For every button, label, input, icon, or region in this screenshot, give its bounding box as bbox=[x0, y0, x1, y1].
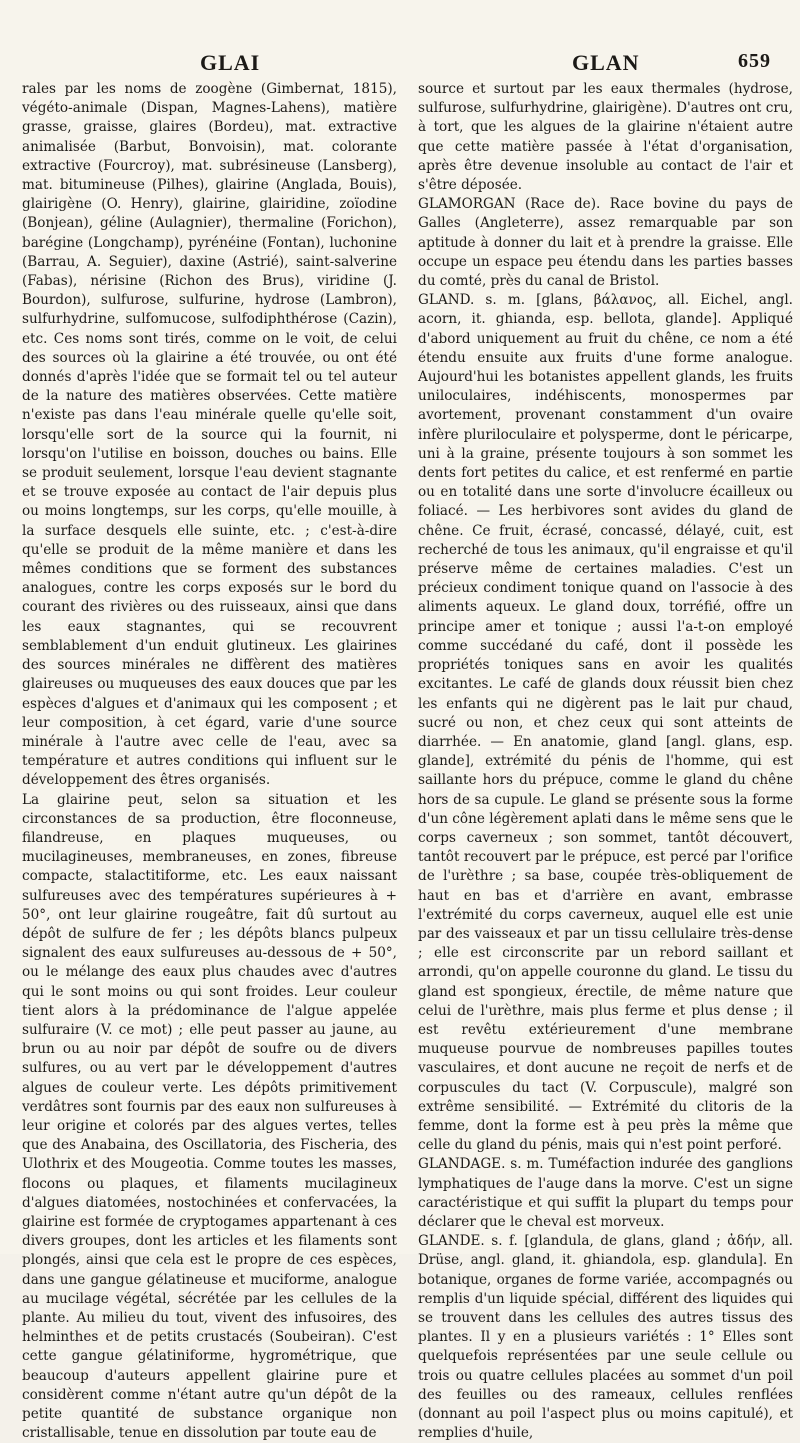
right-column bbox=[418, 80, 793, 1443]
page-number: 659 bbox=[738, 50, 771, 72]
paragraph: La glairine peut, selon sa situation et les circonstances de sa production, être floconneuse, filandreuse, en plaques muqueuses, ou mucilagineuses, membraneuses, en zones, fibreuse compacte, stalactitiforme, etc. Les eaux naissant sulfureuses avec des températures supérieures à + 50°, ont leur glairine rougeâtre, fait dû surtout au dépôt de sulfure de fer ; les dépôts blancs pulpeux signalent des eaux sulfureuses au-dessous de + 50°, ou le mélange des eaux plus chaudes avec d'autres qui le sont moins ou qui sont froides. Leur couleur tient alors à la prédominance de l'algue appelée sulfuraire (V. ce mot) ; elle peut passer au jaune, au brun ou au noir par dépôt de soufre ou de divers sulfures, ou au vert par le développement d'autres algues de couleur verte. Les dépôts primitivement verdâtres sont fournis par des eaux non sulfureuses à leur origine et colorés par des algues vertes, telles que des Anabaina, des Oscillatoria, des Fischeria, des Ulothrix et des Mougeotia. Comme toutes les masses, flocons ou plaques, et filaments mucilagineux d'algues diatomées, nostochinées et confervacées, la glairine est formée de cryptogames appartenant à ces divers groupes, dont les articles et les filaments sont plongés, ainsi que cela est le propre de ces espèces, dans une gangue gélatineuse et muciforme, analogue au mucilage végétal, sécrétée par les cellules de la plante. Au milieu du tout, vivent des infusoires, des helminthes et de petits crustacés (Soubeiran). C'est cette gangue gélatiniforme, hygrométrique, que beaucoup d'auteurs appellent glairine pure et considèrent comme n'étant autre qu'un dépôt de la petite quantité de substance organique non cristallisable, tenue en dissolution par toute eau de bbox=[22, 791, 397, 1442]
entry-glamorgan: GLAMORGAN (Race de). Race bovine du pays de Galles (Angleterre), assez remarquable par son aptitude à donner du lait et à prendre la graisse. Elle occupe un espace peu étendu dans les parties basses du comté, près du canal de Bristol. bbox=[418, 196, 793, 290]
running-head-center: GLAN bbox=[572, 50, 640, 75]
entry-gland: GLAND. s. m. [glans, βάλανος, all. Eichel, angl. acorn, it. ghianda, esp. bellota, glande]. Appliqué d'abord uniquement au fruit du chêne, ce nom a été étendu ensuite aux fruits d'une forme analogue. Aujourd'hui les botanistes appellent glands, les fruits uniloculaires, indéhiscents, monospermes par avortement, provenant constamment d'un ovaire infère pluriloculaire et polysperme, dont le péricarpe, uni à la graine, présente toujours à son sommet les dents fort petites du calice, et est renfermé en partie ou en totalité dans une sorte d'involucre écailleux ou foliacé. — Les herbivores sont avides du gland de chêne. Ce fruit, écrasé, concassé, délayé, cuit, est recherché de tous les animaux, qu'il engraisse et qu'il préserve même de certaines maladies. C'est un précieux condiment tonique quand on l'associe à des aliments aqueux. Le gland doux, torréfié, offre un principe amer et tonique ; aussi l'a-t-on employé comme succédané du café, dont il possède les propriétés toniques sans en avoir les qualités excitantes. Le café de glands doux réussit bien chez les enfants qui ne digèrent pas le lait pur chaud, sucré ou non, et chez ceux qui sont atteints de diarrhée. — En anatomie, gland [angl. glans, esp. glande], extrémité du pénis de l'homme, qui est saillante hors du prépuce, comme le gland du chêne hors de sa cupule. Le gland se présente sous la forme d'un cône légèrement aplati dans le même sens que le corps caverneux ; son sommet, tantôt découvert, tantôt recouvert par le prépuce, est percé par l'orifice de l'urèthre ; sa base, coupée très-obliquement de haut en bas et d'arrière en avant, embrasse l'extrémité du corps caverneux, auquel elle est unie par des vaisseaux et par un tissu cellulaire très-dense ; elle est circonscrite par un rebord saillant et arrondi, qu'on appelle couronne du gland. Le tissu du gland est spongieux, érectile, de même nature que celui de l'urèthre, mais plus ferme et plus dense ; il est revêtu extérieurement d'une membrane muqueuse pourvue de nombreuses papilles toutes vasculaires, et dont aucune ne reçoit de nerfs et de corpuscules du tact (V. Corpuscule), malgré son extrême sensibilité. — Extrémité du clitoris de la femme, dont la forme est à peu près la même que celle du gland du pénis, mais qui n'est point perforé. bbox=[418, 292, 793, 1154]
entry-glandage: GLANDAGE. s. m. Tuméfaction indurée des ganglions lymphatiques de l'auge dans la morve. C'est un signe caractéristique et qui suffit la plupart du temps pour déclarer que le cheval est morveux. bbox=[418, 1156, 793, 1230]
running-head-left: GLAI bbox=[200, 50, 261, 75]
entry-glande: GLANDE. s. f. [glandula, de glans, gland ; ἀδήν, all. Drüse, angl. gland, it. ghiandola, esp. glandula]. En botanique, organes de forme variée, accompagnés ou remplis d'un liquide spécial, différent des liquides qui se trouvent dans les cellules des autres tissus des plantes. Il y en a plusieurs variétés : 1° Elles sont quelquefois représentées par une seule cellule ou trois ou quatre cellules placées au sommet d'un poil des feuilles ou des rameaux, cellules renflées (donnant au poil l'aspect plus ou moins capitulé), et remplies d'huile, bbox=[418, 1233, 793, 1442]
left-column bbox=[22, 80, 397, 1443]
paragraph: rales par les noms de zoogène (Gimbernat, 1815), végéto-animale (Dispan, Magnes-Lahens), matière grasse, graisse, glaires (Bordeu), mat. extractive animalisée (Barbut, Bonvoisin), mat. colorante extractive (Fourcroy), mat. subrésineuse (Lansberg), mat. bitumineuse (Pilhes), glairine (Anglada, Bouis), glairigène (O. Henry), glairine, glairidine, zoïodine (Bonjean), géline (Aulagnier), thermaline (Forichon), barégine (Longchamp), pyrénéine (Fontan), luchonine (Barrau, A. Seguier), daxine (Astrié), saint-salverine (Fabas), nérisine (Richon des Brus), viridine (J. Bourdon), sulfurose, sulfurine, hydrose (Lambron), sulfurhydrine, sulfomucose, sulfodiphthérose (Cazin), etc. Ces noms sont tirés, comme on le voit, de celui des sources où la glairine a été trouvée, ou ont été donnés d'après l'idée que se formait tel ou tel auteur de la nature des matières observées. Cette matière n'existe pas dans l'eau minérale quelle qu'elle soit, lorsqu'elle sort de la source qui la fournit, ni lorsqu'on l'utilise en boisson, douches ou bains. Elle se produit seulement, lorsque l'eau devient stagnante et se trouve exposée au contact de l'air depuis plus ou moins longtemps, sur les corps, qu'elle mouille, à la surface desquels elle suinte, etc. ; c'est-à-dire qu'elle se produit de la même manière et dans les mêmes conditions que se forment des substances analogues, contre les corps exposés sur le bord du courant des rivières ou des ruisseaux, ainsi que dans les eaux stagnantes, qui se recouvrent semblablement d'un enduit glutineux. Les glairines des sources minérales ne diffèrent des matières glaireuses ou muqueuses des eaux douces que par les espèces d'algues et d'animaux qui les composent ; et leur composition, à cet égard, varie d'une source minérale à l'autre avec celle de l'eau, avec sa température et autres conditions qui influent sur le développement des êtres organisés. bbox=[22, 81, 397, 789]
paragraph: source et surtout par les eaux thermales (hydrose, sulfurose, sulfurhydrine, glairigène). D'autres ont cru, à tort, que les algues de la glairine n'étaient autre que cette matière passée à l'état d'organisation, après être devenue insoluble au contact de l'air et s'être déposée. bbox=[418, 81, 793, 194]
